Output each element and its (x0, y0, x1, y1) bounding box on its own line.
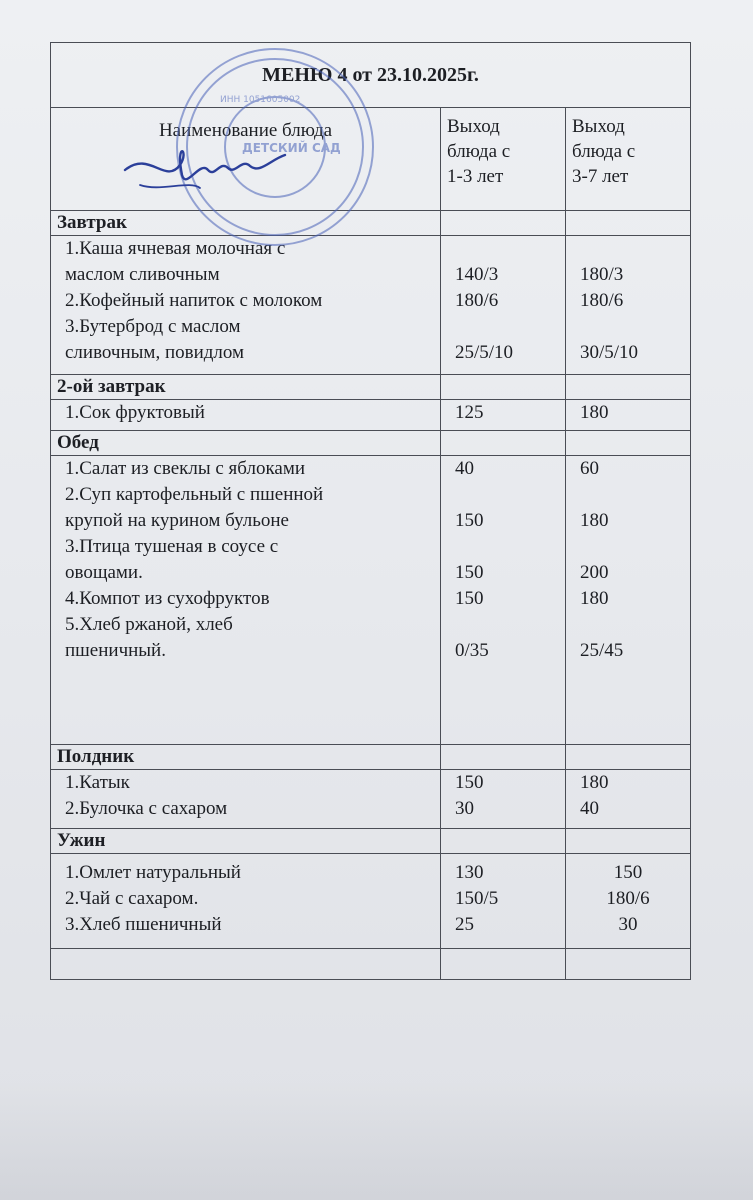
section-items-lunch (51, 456, 691, 745)
section-label: Завтрак (51, 211, 441, 236)
section-items-dinner (51, 854, 691, 949)
header-yield-1-3: Выход блюда с 1-3 лет (441, 108, 566, 211)
yield-3-7-values: 180 40 (566, 770, 691, 829)
section-items-breakfast (51, 236, 691, 375)
title-row (51, 43, 691, 108)
section-label: Обед (51, 431, 441, 456)
section-items-snack (51, 770, 691, 829)
seal-inner-text: ИНН 1051605002 (220, 95, 301, 105)
dish-names: 1.Омлет натуральный 2.Чай с сахаром. 3.Хлеб пшеничный (51, 854, 441, 949)
yield-1-3-values: 150 30 (441, 770, 566, 829)
seal-center-text: ДЕТСКИЙ САД (242, 141, 341, 155)
dish-names: 1.Сок фруктовый (51, 400, 441, 431)
empty-row (51, 949, 691, 980)
paper-shadow (0, 1080, 753, 1200)
yield-3-7-values: 180 (566, 400, 691, 431)
yield-1-3-values: 140/3 180/6 25/5/10 (441, 236, 566, 375)
section-dinner (51, 829, 691, 854)
section-lunch (51, 431, 691, 456)
yield-1-3-values: 40 150 150 150 0/35 (441, 456, 566, 745)
section-items-second-breakfast (51, 400, 691, 431)
header-yield-3-7: Выход блюда с 3-7 лет (566, 108, 691, 211)
dish-names: 1.Катык 2.Булочка с сахаром (51, 770, 441, 829)
header-row (51, 108, 691, 211)
dish-names: 1.Салат из свеклы с яблоками 2.Суп картофельный с пшенной крупой на курином бульоне 3.Птица тушеная в соусе с овощами. 4.Компот из сухофруктов 5.Хлеб ржаной, хлеб пшеничный. (51, 456, 441, 745)
yield-3-7-values: 60 180 200 180 25/45 (566, 456, 691, 745)
yield-3-7-values: 180/3 180/6 30/5/10 (566, 236, 691, 375)
section-breakfast (51, 211, 691, 236)
section-snack (51, 745, 691, 770)
section-label: Полдник (51, 745, 441, 770)
header-dish-name: Наименование блюда (51, 108, 441, 211)
yield-1-3-values: 130 150/5 25 (441, 854, 566, 949)
dish-names: 1.Каша ячневая молочная с маслом сливочным 2.Кофейный напиток с молоком 3.Бутерброд с маслом сливочным, повидлом (51, 236, 441, 375)
section-label: Ужин (51, 829, 441, 854)
menu-title: МЕНЮ 4 от 23.10.2025г. (51, 43, 691, 108)
yield-3-7-values: 150 180/6 30 (566, 854, 691, 949)
section-label: 2-ой завтрак (51, 375, 441, 400)
yield-1-3-values: 125 (441, 400, 566, 431)
section-second-breakfast (51, 375, 691, 400)
menu-table (50, 42, 691, 980)
